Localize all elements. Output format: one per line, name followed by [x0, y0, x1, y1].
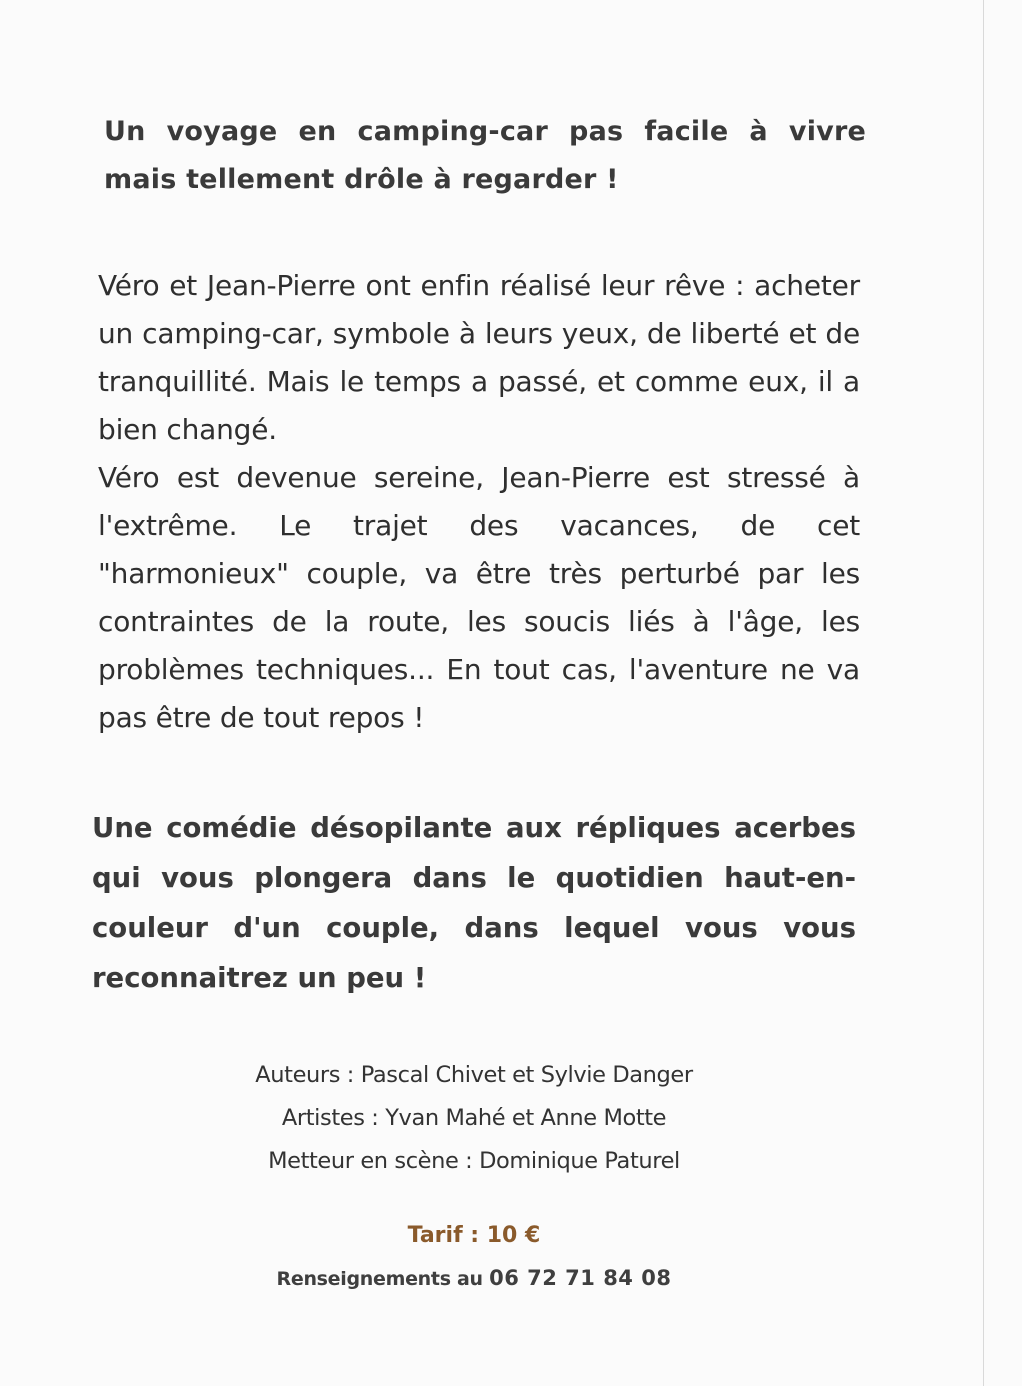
synopsis-paragraph-1: Véro et Jean-Pierre ont enfin réalisé leur rêve : acheter un camping-car, symbole à leurs yeux, de liberté et de tranquillité. Mais le temps a passé, et comme eux, il a bien changé.: [98, 269, 860, 446]
credits-director: Metteur en scène : Dominique Paturel: [268, 1148, 680, 1174]
contact-phone: 06 72 71 84 08: [489, 1266, 672, 1290]
contact-line: [92, 1262, 856, 1295]
price-label: Tarif : 10 €: [407, 1223, 541, 1248]
credits-artists: Artistes : Yvan Mahé et Anne Motte: [281, 1105, 667, 1131]
credits-block: [92, 1054, 856, 1183]
tagline-heading: Un voyage en camping-car pas facile à vivre mais tellement drôle à regarder !: [104, 116, 866, 195]
paper-edge-line: [983, 0, 984, 1386]
pitch-text: Une comédie désopilante aux répliques acerbes qui vous plongera dans le quotidien haut-en-couleur d'un couple, dans lequel vous vous reconnaitrez un peu !: [92, 812, 856, 994]
contact-label: Renseignements au: [276, 1268, 483, 1290]
synopsis-paragraph-2: Véro est devenue sereine, Jean-Pierre est stressé à l'extrême. Le trajet des vacances, de cet "harmonieux" couple, va être très perturbé par les contraintes de la route, les soucis liés à l'âge, les problèmes techniques... En tout cas, l'aventure ne va pas être de tout repos !: [98, 461, 860, 734]
synopsis: [98, 262, 860, 742]
credits-authors: Auteurs : Pascal Chivet et Sylvie Danger: [255, 1062, 693, 1088]
